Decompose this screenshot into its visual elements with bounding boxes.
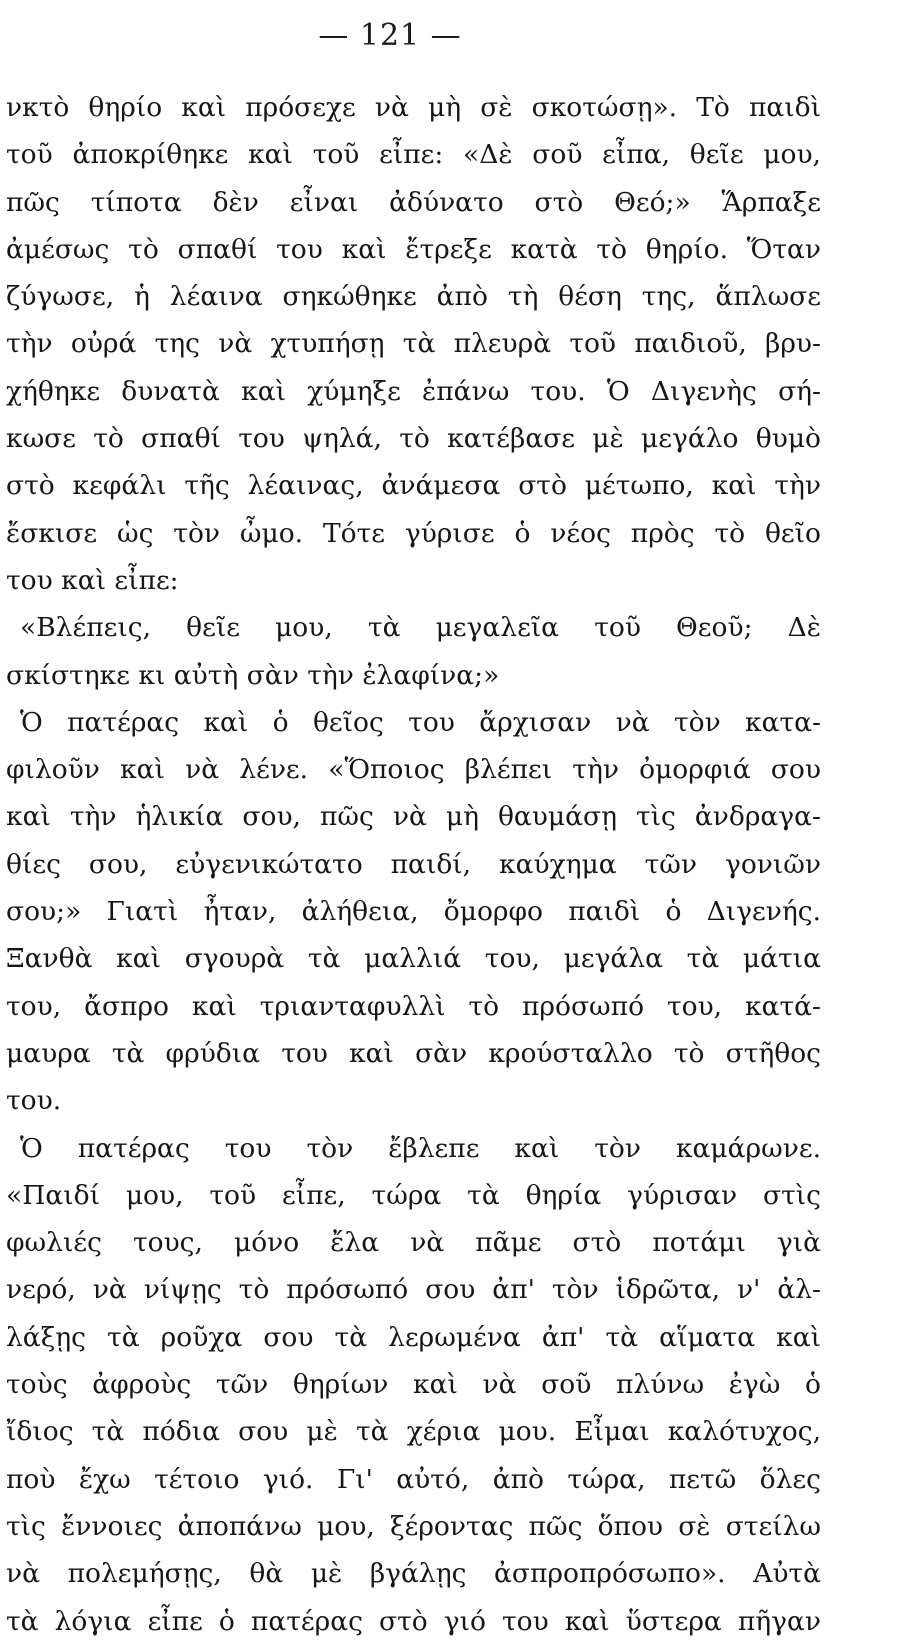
text-line: νὰ πολεμήσῃς, θὰ μὲ βγάλῃς ἀσπροπρόσωπο». Αὐτὰ	[6, 1558, 821, 1590]
page-number: — 121 —	[318, 18, 462, 53]
text-line: κωσε τὸ σπαθί του ψηλά, τὸ κατέβασε μὲ μεγάλο θυμὸ	[6, 423, 821, 455]
text-line: καὶ τὴν ἡλικία σου, πῶς νὰ μὴ θαυμάσῃ τὶς ἀνδραγα-	[6, 801, 821, 833]
text-line: νερό, νὰ νίψῃς τὸ πρόσωπό σου ἀπ' τὸν ἱδρῶτα, ν' ἀλ-	[6, 1274, 821, 1306]
text-line: τὶς ἔννοιες ἀποπάνω μου, ξέροντας πῶς ὅπου σὲ στείλω	[6, 1510, 821, 1542]
text-line: φωλιές τους, μόνο ἔλα νὰ πᾶμε στὸ ποτάμι γιὰ	[6, 1227, 821, 1259]
text-line: τοῦ ἀποκρίθηκε καὶ τοῦ εἶπε: «Δὲ σοῦ εἶπα, θεῖε μου,	[6, 139, 821, 171]
text-line: ἔσκισε ὡς τὸν ὦμο. Τότε γύρισε ὁ νέος πρὸς τὸ θεῖο	[6, 517, 821, 549]
text-line: τοὺς ἀφροὺς τῶν θηρίων καὶ νὰ σοῦ πλύνω ἐγὼ ὁ	[6, 1369, 821, 1401]
text-line: Ξανθὰ καὶ σγουρὰ τὰ μαλλιά του, μεγάλα τὰ μάτια	[6, 943, 821, 975]
text-line: μαυρα τὰ φρύδια του καὶ σὰν κρούσταλλο τὸ στῆθος	[6, 1037, 821, 1069]
text-line: θίες σου, εὐγενικώτατο παιδί, καύχημα τῶν γονιῶν	[6, 848, 821, 880]
text-line: χήθηκε δυνατὰ καὶ χύμηξε ἐπάνω του. Ὁ Διγενὴς σή-	[6, 375, 821, 407]
text-line: «Παιδί μου, τοῦ εἶπε, τώρα τὰ θηρία γύρισαν στὶς	[6, 1179, 821, 1211]
text-line: πῶς τίποτα δὲν εἶναι ἀδύνατο στὸ Θεό;» Ἅρπαξε	[6, 186, 821, 218]
text-line: φιλοῦν καὶ νὰ λένε. «Ὅποιος βλέπει τὴν ὀμορφιά σου	[6, 754, 821, 786]
body-text	[6, 84, 821, 1645]
text-line: «Βλέπεις, θεῖε μου, τὰ μεγαλεῖα τοῦ Θεοῦ; Δὲ	[20, 612, 821, 644]
text-line: σκίστηκε κι αὐτὴ σὰν τὴν ἐλαφίνα;»	[6, 659, 500, 691]
text-line: Ὁ πατέρας καὶ ὁ θεῖος του ἄρχισαν νὰ τὸν κατα-	[20, 706, 821, 738]
text-line: ἀμέσως τὸ σπαθί του καὶ ἔτρεξε κατὰ τὸ θηρίο. Ὅταν	[6, 233, 821, 265]
text-line: του καὶ εἶπε:	[6, 564, 179, 596]
text-line: στὸ κεφάλι τῆς λέαινας, ἀνάμεσα στὸ μέτωπο, καὶ τὴν	[6, 470, 821, 502]
text-line: τὴν οὐρά της νὰ χτυπήσῃ τὰ πλευρὰ τοῦ παιδιοῦ, βρυ-	[6, 328, 821, 360]
text-line: τὰ λόγια εἶπε ὁ πατέρας στὸ γιό του καὶ ὕστερα πῆγαν	[6, 1605, 821, 1637]
text-line: ποὺ ἔχω τέτοιο γιό. Γι' αὐτό, ἀπὸ τώρα, πετῶ ὅλες	[6, 1463, 821, 1495]
text-line: Ὁ πατέρας του τὸν ἔβλεπε καὶ τὸν καμάρωνε.	[20, 1132, 821, 1164]
text-line: νκτὸ θηρίο καὶ πρόσεχε νὰ μὴ σὲ σκοτώσῃ». Τὸ παιδὶ	[6, 92, 821, 123]
text-line: ἴδιος τὰ πόδια σου μὲ τὰ χέρια μου. Εἶμαι καλότυχος,	[6, 1416, 821, 1448]
text-line: του.	[6, 1085, 62, 1117]
text-line: του, ἄσπρο καὶ τριανταφυλλὶ τὸ πρόσωπό του, κατά-	[6, 990, 821, 1022]
text-line: σου;» Γιατὶ ἦταν, ἀλήθεια, ὄμορφο παιδὶ ὁ Διγενής.	[6, 896, 821, 928]
text-line: λάξῃς τὰ ροῦχα σου τὰ λερωμένα ἀπ' τὰ αἵματα καὶ	[6, 1321, 821, 1353]
text-line: ζύγωσε, ἡ λέαινα σηκώθηκε ἀπὸ τὴ θέση της, ἅπλωσε	[6, 281, 821, 313]
